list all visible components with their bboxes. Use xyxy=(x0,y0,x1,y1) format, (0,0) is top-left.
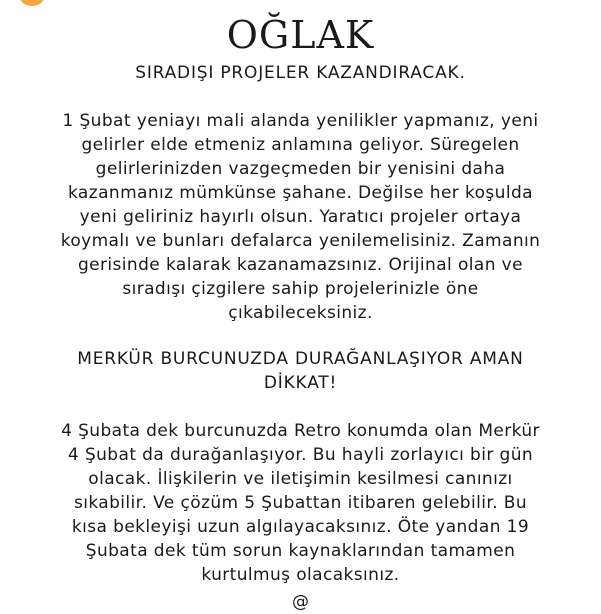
text-line: gerisinde kalarak kazanamazsınız. Orijinal olan ve xyxy=(77,255,524,275)
text-line: 4 Şubat da durağanlaşıyor. Bu hayli zorlayıcı bir gün xyxy=(67,445,534,465)
section-heading-merkur xyxy=(0,347,601,395)
text-line: koymalı ve bunları defalarca yenilemelisiniz. Zamanın xyxy=(60,231,541,251)
paragraph-merkur xyxy=(0,419,601,587)
author-handle: @ xyxy=(292,592,309,612)
heading-line: DİKKAT! xyxy=(263,373,338,393)
text-line: sıradışı çizgilere sahip projelerinizle öne xyxy=(122,279,479,299)
text-line: 4 Şubata dek burcunuzda Retro konumda olan Merkür xyxy=(61,421,540,441)
text-line: kısa bekleyişi uzun algılayacaksınız. Öte yandan 19 xyxy=(71,517,530,537)
paragraph-yeniay xyxy=(0,109,601,325)
text-line: gelirler elde etmeniz anlamına geliyor. Süregelen xyxy=(81,135,520,155)
text-line: çıkabileceksiniz. xyxy=(228,303,373,323)
section-subtitle: SIRADIŞI PROJELER KAZANDIRACAK. xyxy=(135,63,466,83)
profile-logo-icon xyxy=(20,0,44,6)
text-line: kurtulmuş olacaksınız. xyxy=(201,565,400,585)
text-line: kazanmanız mümkünse şahane. Değilse her koşulda xyxy=(67,183,533,203)
heading-line: MERKÜR BURCUNUZDA DURAĞANLAŞIYOR AMAN xyxy=(77,349,524,369)
text-line: 1 Şubat yeniayı mali alanda yenilikler yapmanız, yeni xyxy=(62,111,539,131)
text-line: sıkabilir. Ve çözüm 5 Şubattan itibaren gelebilir. Bu xyxy=(73,493,528,513)
text-line: yeni geliriniz hayırlı olsun. Yaratıcı projeler ortaya xyxy=(79,207,522,227)
text-line: olacak. İlişkilerin ve iletişimin kesilmesi canınızı xyxy=(88,469,513,489)
text-line: gelirlerinizden vazgeçmeden bir yenisini daha xyxy=(95,159,506,179)
text-line: Şubata dek tüm sorun kaynaklarından tamamen xyxy=(85,541,516,561)
page-title: OĞLAK xyxy=(226,13,375,57)
